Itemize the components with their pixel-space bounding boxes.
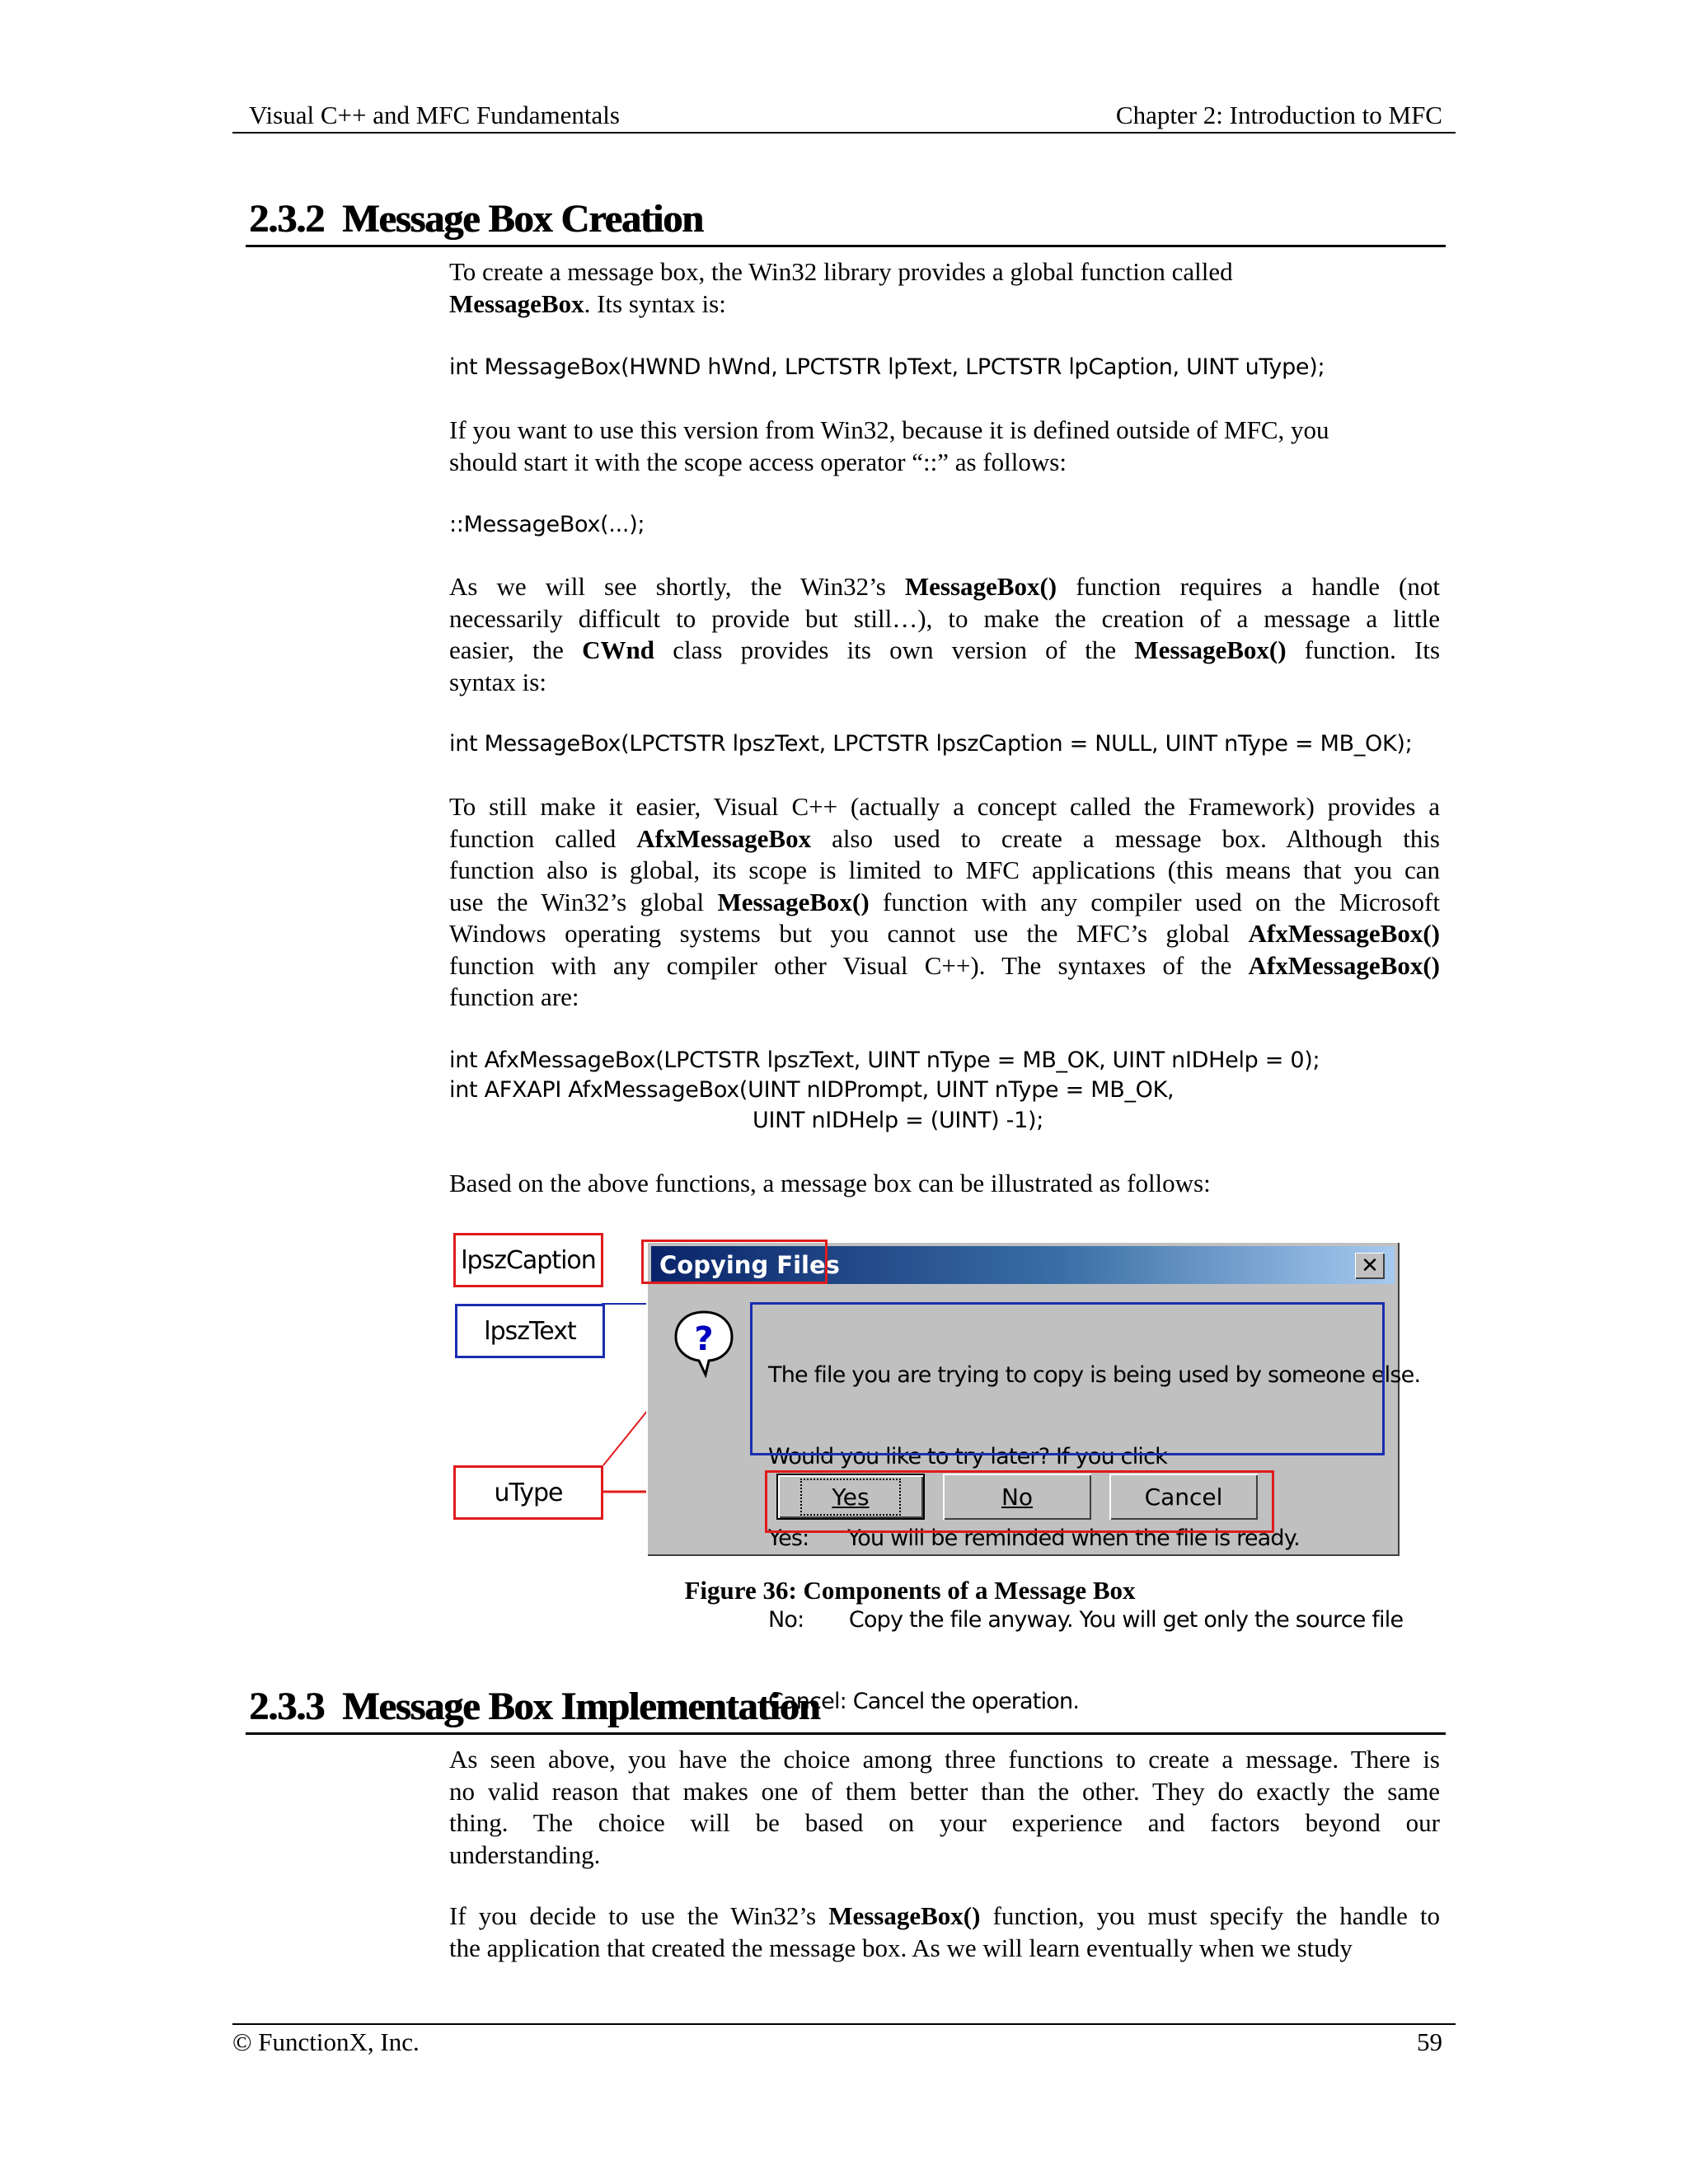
message-line: Cancel: Cancel the operation. — [768, 1689, 1080, 1714]
function-name: AfxMessageBox() — [1248, 950, 1440, 980]
class-name: CWnd — [582, 635, 654, 664]
text-line: necessarily difficult to provide but still…), to make the creation of a message a little — [449, 603, 1440, 633]
text-span: . Its syntax is: — [584, 288, 726, 318]
highlight-caption — [641, 1240, 828, 1284]
code-afx-line-2: int AFXAPI AfxMessageBox(UINT nIDPrompt, UINT nType = MB_OK, — [449, 1077, 1175, 1103]
paragraph-illustration: Based on the above functions, a message box can be illustrated as follows: — [449, 1169, 1211, 1197]
text-span: class provides its own version of the — [673, 635, 1117, 664]
text-span: Windows operating systems but you cannot use the MFC’s global — [449, 919, 1231, 948]
text-span: function. Its — [1304, 635, 1441, 664]
running-header-left: Visual C++ and MFC Fundamentals — [249, 101, 620, 129]
text-span: As we will see shortly, the Win32’s — [449, 572, 886, 601]
function-name: MessageBox() — [828, 1901, 981, 1930]
function-name: MessageBox() — [717, 887, 870, 916]
text-span: easier, the — [449, 635, 564, 664]
function-name: MessageBox — [449, 288, 584, 318]
text-line: the application that created the message box. As we will learn eventually when we study — [449, 1933, 1353, 1962]
yes-button-label: Yes — [800, 1479, 900, 1516]
function-name: MessageBox() — [904, 572, 1057, 601]
label-lpsztext: lpszText — [455, 1304, 605, 1358]
highlight-buttons — [765, 1470, 1274, 1533]
label-utype: uType — [453, 1465, 603, 1520]
code-scope-call: ::MessageBox(...); — [449, 512, 645, 537]
text-line — [449, 1900, 1440, 1933]
text-line: no valid reason that makes one of them better than the other. They do exactly the same — [449, 1776, 1440, 1806]
footer-copyright: © FunctionX, Inc. — [232, 2027, 420, 2056]
close-button[interactable] — [1355, 1253, 1385, 1279]
running-header-right: Chapter 2: Introduction to MFC — [1115, 101, 1442, 129]
section-title-2-3-3 — [249, 1684, 819, 1729]
cancel-button-label: Cancel — [1144, 1483, 1223, 1511]
code-win32-messagebox: int MessageBox(HWND hWnd, LPCTSTR lpText, LPCTSTR lpCaption, UINT uType); — [449, 354, 1325, 380]
text-line: thing. The choice will be based on your experience and factors beyond our — [449, 1808, 1440, 1837]
dialog-title: Copying Files — [659, 1251, 840, 1279]
text-line: To still make it easier, Visual C++ (actually a concept called the Framework) provides a — [449, 792, 1440, 821]
paragraph-implementation — [449, 1744, 1440, 1871]
section-rule — [246, 1732, 1446, 1735]
section-number: 2.3.2 — [249, 197, 324, 241]
text-line: function also is global, its scope is limited to MFC applications (this means that you can — [449, 855, 1440, 884]
svg-text:?: ? — [694, 1320, 714, 1358]
section-heading: Message Box Implementation — [342, 1685, 820, 1728]
function-name: AfxMessageBox() — [1248, 919, 1440, 948]
message-line: No: Copy the file anyway. You will get only the source file — [768, 1607, 1404, 1633]
text-line: To create a message box, the Win32 library provides a global function called — [449, 257, 1233, 286]
section-heading: Message Box Creation — [342, 197, 703, 241]
label-lpszcaption: lpszCaption — [453, 1233, 603, 1287]
text-span: also used to create a message box. Although this — [832, 823, 1440, 853]
close-icon: ✕ — [1361, 1254, 1379, 1278]
message-line: Would you like to try later? If you click — [768, 1444, 1167, 1469]
text-span: use the Win32’s global — [449, 887, 705, 916]
text-line: should start it with the scope access operator “::” as follows: — [449, 447, 1067, 476]
text-line: If you want to use this version from Win32, because it is defined outside of MFC, you — [449, 415, 1329, 444]
text-line: understanding. — [449, 1840, 601, 1869]
paragraph-win32-handle — [449, 1900, 1440, 1964]
text-span: function with any compiler used on the Microsoft — [883, 887, 1440, 916]
page-number: 59 — [1417, 2027, 1442, 2056]
no-button-label: No — [1001, 1483, 1034, 1511]
code-cwnd-messagebox: int MessageBox(LPCTSTR lpszText, LPCTSTR lpszCaption = NULL, UINT nType = MB_OK); — [449, 731, 1413, 757]
text-line: syntax is: — [449, 667, 546, 696]
text-line: As seen above, you have the choice among three functions to create a message. There is — [449, 1745, 1440, 1774]
text-span: function, you must specify the handle to — [992, 1901, 1441, 1930]
text-line: function are: — [449, 982, 579, 1011]
function-name: MessageBox() — [1134, 635, 1287, 664]
function-name: AfxMessageBox — [636, 823, 812, 853]
figure-caption: Figure 36: Components of a Message Box — [684, 1576, 1136, 1605]
highlight-text — [750, 1302, 1385, 1455]
footer-rule — [232, 2023, 1456, 2025]
section-number: 2.3.3 — [249, 1685, 324, 1728]
text-span: function called — [449, 823, 617, 853]
text-span: function requires a handle (not — [1076, 572, 1440, 601]
question-icon — [673, 1309, 735, 1378]
text-span: function with any compiler other Visual C++). The syntaxes of the — [449, 950, 1232, 980]
code-afx-line-3: UINT nIDHelp = (UINT) -1); — [753, 1108, 1044, 1133]
message-line: The file you are trying to copy is being used by someone else. — [768, 1362, 1421, 1388]
message-line: Yes: You will be reminded when the file is ready. — [768, 1526, 1300, 1551]
code-afx-line-1: int AfxMessageBox(LPCTSTR lpszText, UINT nType = MB_OK, UINT nIDHelp = 0); — [449, 1047, 1320, 1073]
text-span: If you decide to use the Win32’s — [449, 1901, 817, 1930]
